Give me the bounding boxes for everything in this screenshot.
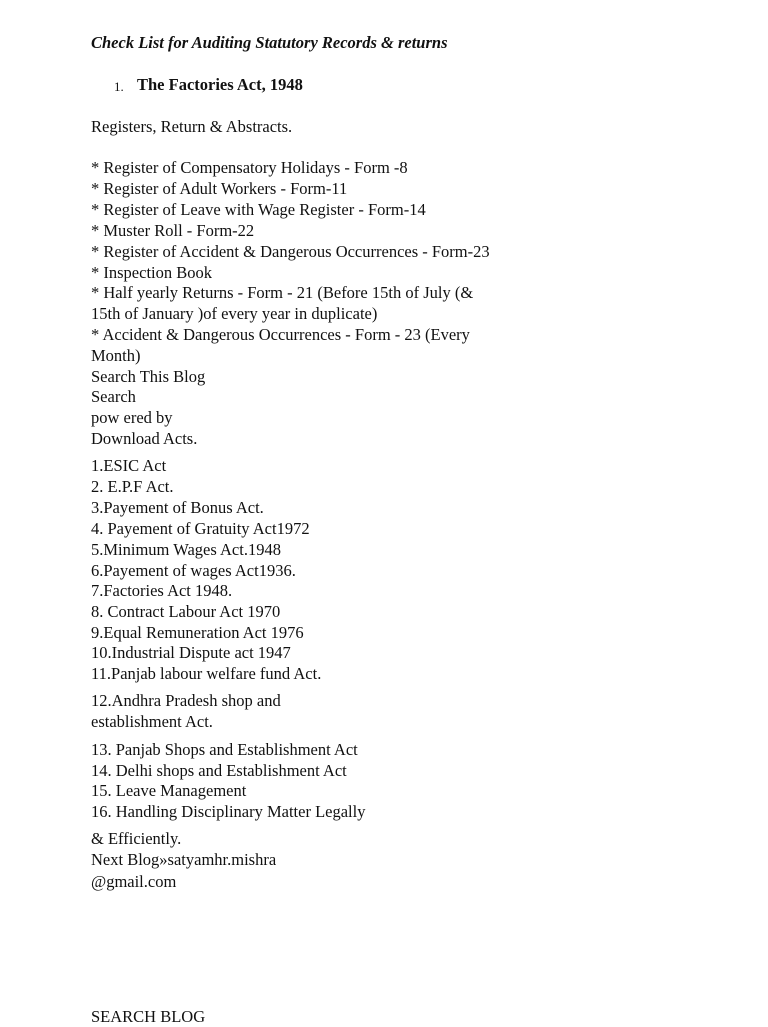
- act-link[interactable]: 8. Contract Labour Act 1970: [91, 602, 281, 621]
- register-item: 15th of January )of every year in duplicate): [91, 304, 378, 323]
- register-item: * Half yearly Returns - Form - 21 (Before 15th of July (&: [91, 283, 474, 302]
- act-link[interactable]: 15. Leave Management: [91, 781, 247, 800]
- act-link[interactable]: 2. E.P.F Act.: [91, 477, 174, 496]
- act-link[interactable]: 7.Factories Act 1948.: [91, 581, 233, 600]
- search-link[interactable]: Search: [91, 387, 136, 406]
- act-link[interactable]: 16. Handling Disciplinary Matter Legally: [91, 802, 366, 821]
- act-link[interactable]: 9.Equal Remuneration Act 1976: [91, 623, 304, 642]
- email-text: @gmail.com: [91, 872, 177, 891]
- act-link-continued[interactable]: & Efficiently.: [91, 829, 182, 848]
- register-item: * Accident & Dangerous Occurrences - Form - 23 (Every: [91, 325, 470, 344]
- act-link[interactable]: 6.Payement of wages Act1936.: [91, 561, 296, 580]
- register-item: * Register of Accident & Dangerous Occurrences - Form-23: [91, 242, 490, 261]
- act-link[interactable]: 13. Panjab Shops and Establishment Act: [91, 740, 358, 759]
- next-blog-link[interactable]: Next Blog»satyamhr.mishra: [91, 850, 277, 869]
- search-blog-label: SEARCH BLOG: [91, 1007, 206, 1026]
- act-link[interactable]: 1.ESIC Act: [91, 456, 167, 475]
- register-item: * Muster Roll - Form-22: [91, 221, 255, 240]
- act-link[interactable]: 4. Payement of Gratuity Act1972: [91, 519, 310, 538]
- act-link[interactable]: 5.Minimum Wages Act.1948: [91, 540, 281, 559]
- act-link[interactable]: 12.Andhra Pradesh shop and: [91, 691, 281, 710]
- document-title: Check List for Auditing Statutory Records & returns: [91, 33, 448, 52]
- act-link[interactable]: 11.Panjab labour welfare fund Act.: [91, 664, 322, 683]
- section-heading: The Factories Act, 1948: [137, 75, 303, 94]
- register-item: * Inspection Book: [91, 263, 212, 282]
- act-link[interactable]: 14. Delhi shops and Establishment Act: [91, 761, 347, 780]
- act-link-continued[interactable]: establishment Act.: [91, 712, 213, 731]
- register-item: Month): [91, 346, 141, 365]
- intro-text: Registers, Return & Abstracts.: [91, 117, 293, 136]
- act-link[interactable]: 3.Payement of Bonus Act.: [91, 498, 264, 517]
- register-item: * Register of Adult Workers - Form-11: [91, 179, 348, 198]
- search-blog-heading: Search This Blog: [91, 367, 206, 386]
- act-link[interactable]: 10.Industrial Dispute act 1947: [91, 643, 291, 662]
- powered-by-text: pow ered by: [91, 408, 173, 427]
- register-item: * Register of Compensatory Holidays - Form -8: [91, 158, 408, 177]
- register-item: * Register of Leave with Wage Register - Form-14: [91, 200, 426, 219]
- download-acts-heading: Download Acts.: [91, 429, 198, 448]
- section-number: 1.: [114, 79, 124, 94]
